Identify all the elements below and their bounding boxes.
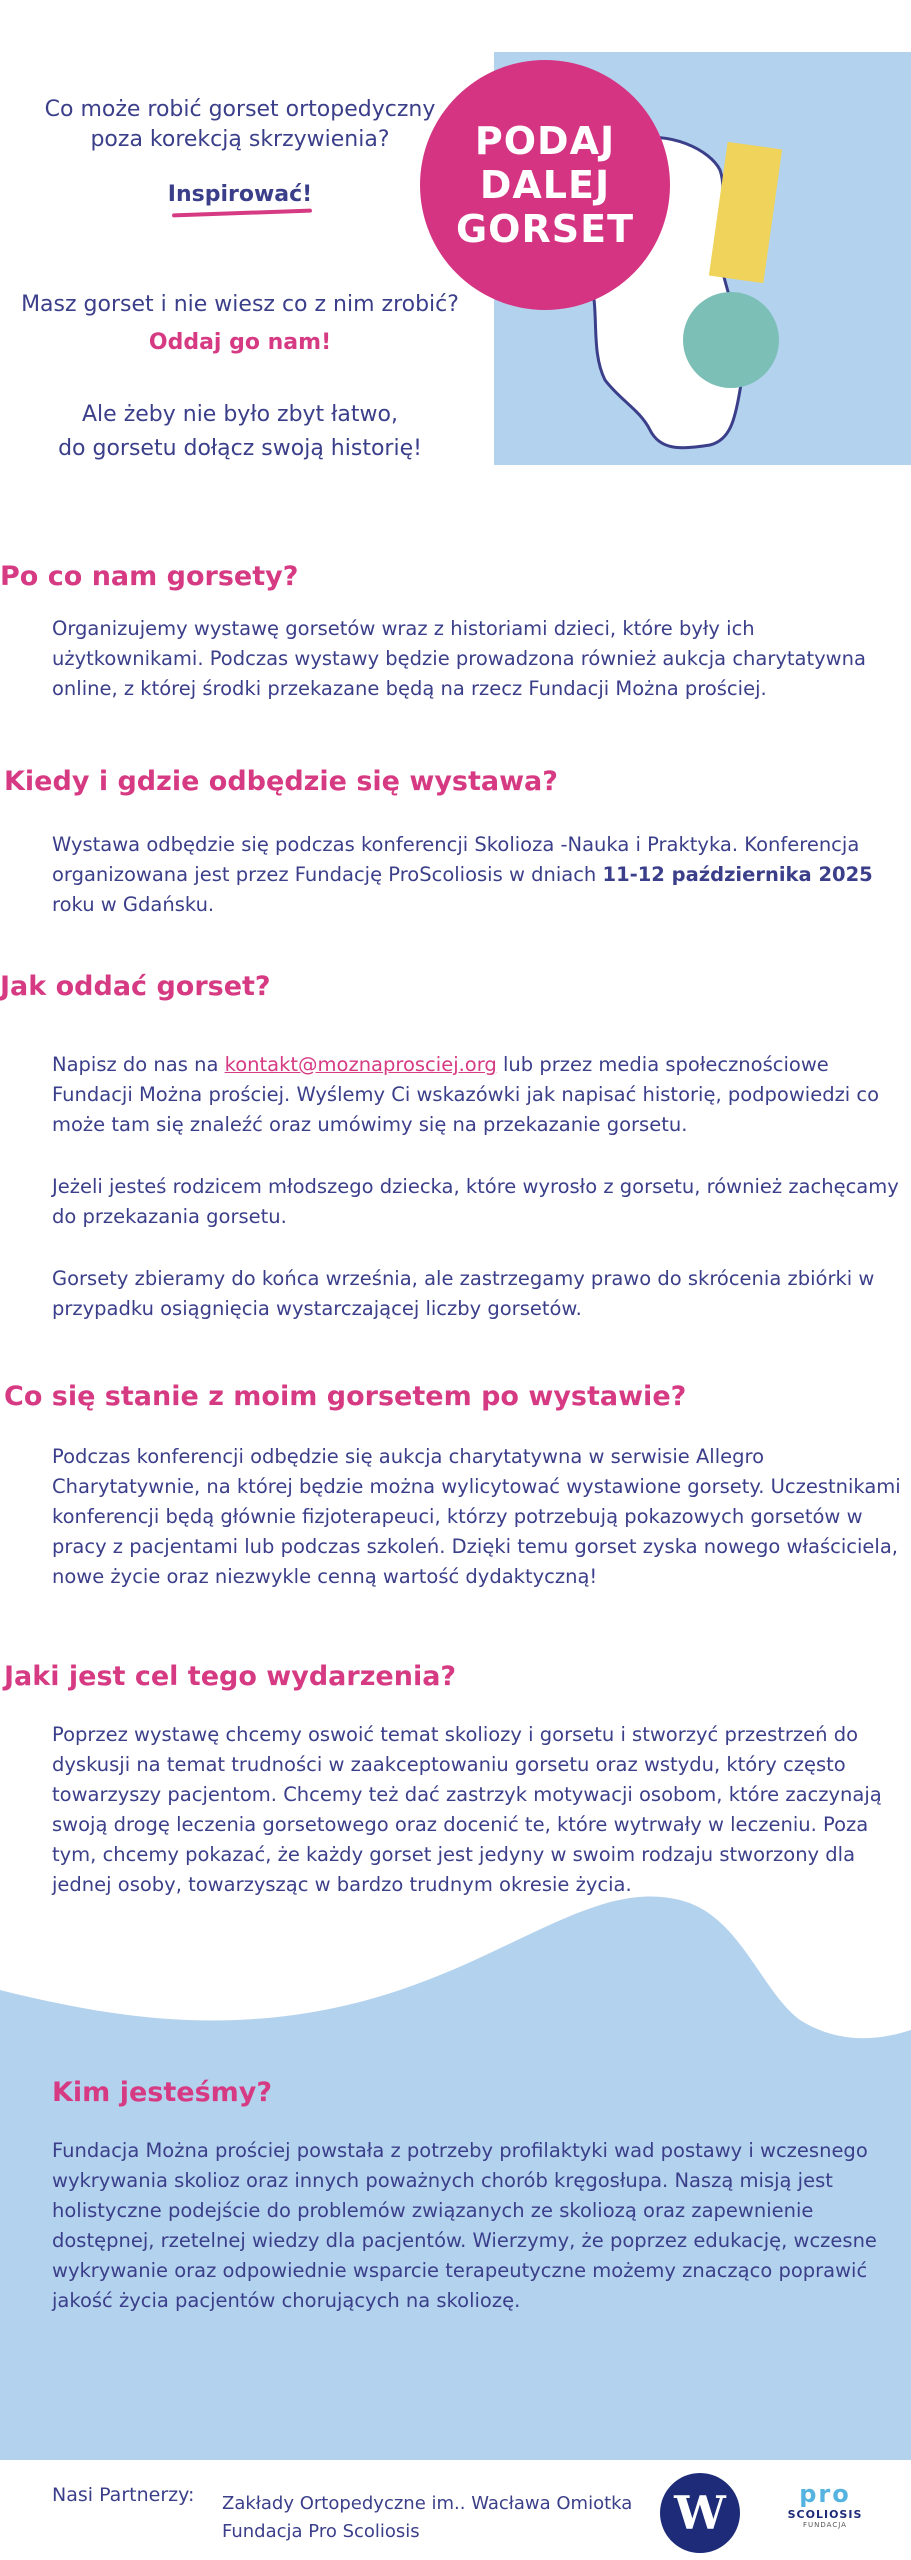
how-text-1b: lub przez media społecznościowe Fundacji Można prościej. Wyślemy Ci wskazówki jak napisać historię, podpowiedzi co może tam się znaleźć oraz umówimy się na przekazanie gorsetu. [52,1053,880,1136]
hero-give-it [20,328,460,358]
section-text-goal: Poprzez wystawę chcemy oswoić temat skoliozy i gorsetu i stworzyć przestrzeń do dyskusji na temat trudności w zaakceptowaniu gorsetu oraz wstydu, który często towarzyszy pacjentom. Chcemy też dać zastrzyk motywacji osobom, które zaczynają swoją drogę leczenia gorsetowego oraz docenić te, które wytrwały w leczeniu. Poza tym, chcemy pokazać, że każdy gorset jest jedyny w swoim rodzaju stworzony dla jednej osoby, towarzysząc w bardzo trudnym okresie życia. [52,1723,882,1896]
give-it-text: Oddaj go nam! [148,330,332,355]
section-text-why: Organizujemy wystawę gorsetów wraz z historiami dzieci, które były ich użytkownikami. Podczas wystawy będzie prowadzona również aukcja charytatywna online, z której środki przekazane będą na rzecz Fundacji Można prościej. [52,617,866,700]
when-date: 11-12 października 2025 [602,863,873,886]
contact-email-link[interactable]: kontakt@moznaprosciej.org [224,1053,497,1076]
badge-line-2: DALEJ [479,163,611,207]
pro-scoliosis-logo-scoliosis: SCOLIOSIS [787,2508,863,2521]
partner-1: Zakłady Ortopedyczne im.. Wacława Omiotka [222,2493,633,2514]
badge-line-3: GORSET [455,207,634,251]
section-title-when: Kiedy i gdzie odbędzie się wystawa? [4,766,558,797]
section-text-how-2: Jeżeli jesteś rodzicem młodszego dziecka, które wyrosło z gorsetu, również zachęcamy do przekazania gorsetu. [52,1175,899,1228]
partners-names [222,2490,632,2546]
section-title-why: Po co nam gorsety? [0,561,299,592]
section-text-when [52,830,907,920]
section-text-who: Fundacja Można prościej powstała z potrzeby profilaktyki wad postawy i wczesnego wykrywania skolioz oraz innych poważnych chorób kręgosłupa. Naszą misją jest holistyczne podejście do problemów związanych ze skoliozą oraz zapewnienie dostępnej, rzetelnej wiedzy dla pacjentów. Wierzymy, że poprzez edukację, wczesne wykrywanie oraz odpowiednie wsparcie terapeutyczne możemy znacząco poprawić jakość życia pacjentów chorujących na skoliozę. [52,2139,877,2312]
hero-inspire [20,180,460,210]
partners-label: Nasi Partnerzy: [52,2484,195,2506]
omiotek-logo-letter: W [674,2486,726,2540]
pro-scoliosis-logo-fundacja: FUNDACJA [803,2521,847,2529]
section-text-how-3: Gorsety zbieramy do końca września, ale zastrzegamy prawo do skrócenia zbiórki w przypadku osiągnięcia wystarczającej liczby gorsetów. [52,1267,875,1320]
section-text-after: Podczas konferencji odbędzie się aukcja charytatywna w serwisie Allegro Charytatywnie, na której będzie można wylicytować wystawione gorsety. Uczestnikami konferencji będą głównie fizjoterapeuci, którzy potrzebują pokazowych gorsetów w pracy z pacjentami lub podczas szkoleń. Dzięki temu gorset zyska nowego właściciela, nowe życie oraz niezwykle cenną wartość dydaktyczną! [52,1445,901,1588]
when-text-2: roku w Gdańsku. [52,893,215,916]
hero-have-corset: Masz gorset i nie wiesz co z nim zrobić? [21,292,459,317]
pro-scoliosis-logo-pro: pro [799,2480,851,2508]
how-text-1a: Napisz do nas na [52,1053,225,1076]
section-text-how-1 [52,1050,907,1140]
hero-question: Co może robić gorset ortopedyczny poza korekcją skrzywienia? [44,97,436,152]
section-title-who: Kim jesteśmy? [52,2077,273,2108]
pro-scoliosis-logo [780,2480,870,2550]
hero-not-easy-2: do gorsetu dołącz swoją historię! [58,436,422,461]
partner-2: Fundacja Pro Scoliosis [222,2521,420,2542]
hero-not-easy-1: Ale żeby nie było zbyt łatwo, [82,402,398,427]
omiotek-logo [660,2473,740,2553]
teal-circle [683,292,779,388]
when-text-1: Wystawa odbędzie się podczas konferencji Skolioza -Nauka i Praktyka. Konferencja organizowana jest przez Fundację ProScoliosis w dniach [52,833,860,886]
badge-line-1: PODAJ [474,119,616,163]
inspire-text: Inspirować! [167,182,313,207]
section-title-goal: Jaki jest cel tego wydarzenia? [4,1661,457,1692]
section-title-after: Co się stanie z moim gorsetem po wystawie? [4,1381,687,1412]
section-title-how: Jak oddać gorset? [0,971,271,1002]
